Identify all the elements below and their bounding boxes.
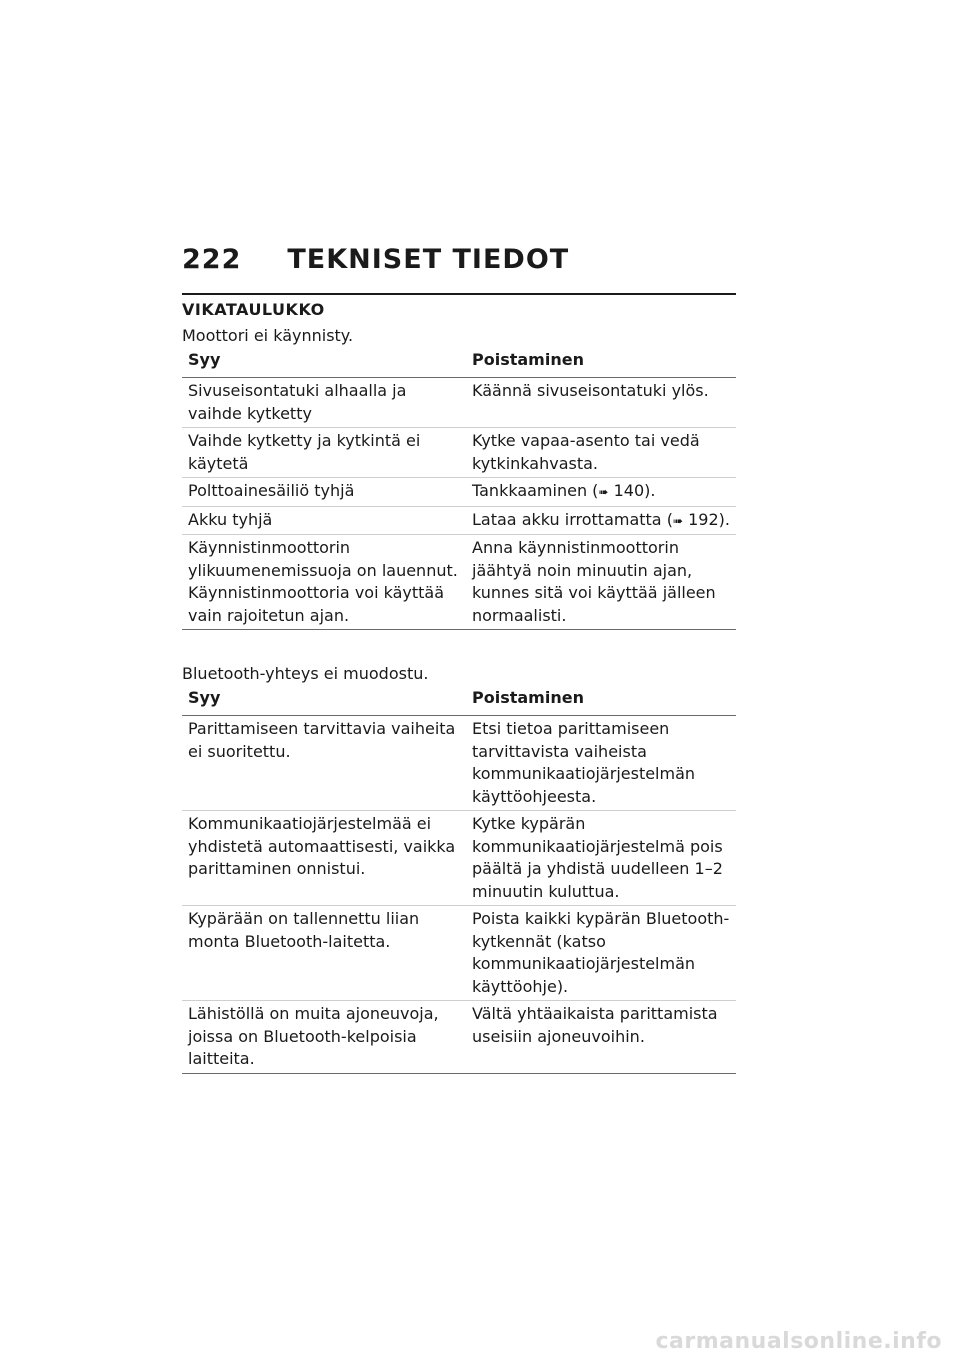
page-reference[interactable]: 140). xyxy=(613,481,656,500)
table-row xyxy=(182,811,736,906)
section-title: VIKATAULUKKO xyxy=(182,300,325,319)
arrow-ref-icon: ➠ xyxy=(598,485,609,499)
fix-cell xyxy=(466,506,736,535)
table-row xyxy=(182,1001,736,1074)
table1-intro: Moottori ei käynnisty. xyxy=(182,326,354,345)
page-header xyxy=(182,244,742,275)
fix-cell: Vältä yhtäaikaista parittamista useisiin ajoneuvoihin. xyxy=(466,1001,736,1074)
table-row xyxy=(182,716,736,811)
cause-cell: Polttoainesäiliö tyhjä xyxy=(182,478,466,507)
header-divider xyxy=(182,293,736,295)
fix-cell: Anna käynnistinmoottorin jäähtyä noin minuutin ajan, kunnes sitä voi käyttää jälleen normaalisti. xyxy=(466,535,736,630)
cause-cell: Parittamiseen tarvittavia vaiheita ei suoritettu. xyxy=(182,716,466,811)
cause-cell: Kypärään on tallennettu liian monta Bluetooth-laitetta. xyxy=(182,906,466,1001)
column-header-fix: Poistaminen xyxy=(466,682,736,716)
table-row xyxy=(182,378,736,428)
fix-cell xyxy=(466,478,736,507)
cause-cell: Akku tyhjä xyxy=(182,506,466,535)
fix-cell: Etsi tietoa parittamiseen tarvittavista vaiheista kommunikaatiojärjestelmän käyttöohjeesta. xyxy=(466,716,736,811)
table-header-row xyxy=(182,682,736,716)
cause-cell: Käynnistinmoottorin ylikuumenemissuoja on lauennut. Käynnistinmoottoria voi käyttää vain rajoitetun ajan. xyxy=(182,535,466,630)
fix-text: Lataa akku irrottamatta ( xyxy=(472,509,673,529)
cause-cell: Sivuseisontatuki alhaalla ja vaihde kytketty xyxy=(182,378,466,428)
table-row xyxy=(182,506,736,535)
arrow-ref-icon: ➠ xyxy=(672,513,683,528)
column-header-fix: Poistaminen xyxy=(466,344,736,378)
column-header-cause: Syy xyxy=(182,682,466,716)
fix-cell: Poista kaikki kypärän Bluetooth-kytkennät (katso kommunikaatiojärjestelmän käyttöohje). xyxy=(466,906,736,1001)
troubleshooting-table-bluetooth xyxy=(182,682,736,1074)
page-title: TEKNISET TIEDOT xyxy=(287,244,570,275)
table-row xyxy=(182,535,736,630)
fix-cell: Kytke kypärän kommunikaatiojärjestelmä pois päältä ja yhdistä uudelleen 1–2 minuutin kuluttua. xyxy=(466,811,736,906)
watermark: carmanualsonline.info xyxy=(655,1329,942,1354)
cause-cell: Lähistöllä on muita ajoneuvoja, joissa on Bluetooth-kelpoisia laitteita. xyxy=(182,1001,466,1074)
table-header-row xyxy=(182,344,736,378)
page-reference[interactable]: 192). xyxy=(688,509,730,529)
cause-cell: Vaihde kytketty ja kytkintä ei käytetä xyxy=(182,428,466,478)
table2-intro: Bluetooth-yhteys ei muodostu. xyxy=(182,664,429,683)
cause-cell: Kommunikaatiojärjestelmää ei yhdistetä automaattisesti, vaikka parittaminen onnistui. xyxy=(182,811,466,906)
table-row xyxy=(182,478,736,507)
fix-cell: Käännä sivuseisontatuki ylös. xyxy=(466,378,736,428)
fix-cell: Kytke vapaa-asento tai vedä kytkinkahvasta. xyxy=(466,428,736,478)
column-header-cause: Syy xyxy=(182,344,466,378)
page-number: 222 xyxy=(182,244,242,275)
troubleshooting-table-engine xyxy=(182,344,736,630)
table-row xyxy=(182,428,736,478)
fix-text: Tankkaaminen ( xyxy=(472,481,599,500)
table-row xyxy=(182,906,736,1001)
